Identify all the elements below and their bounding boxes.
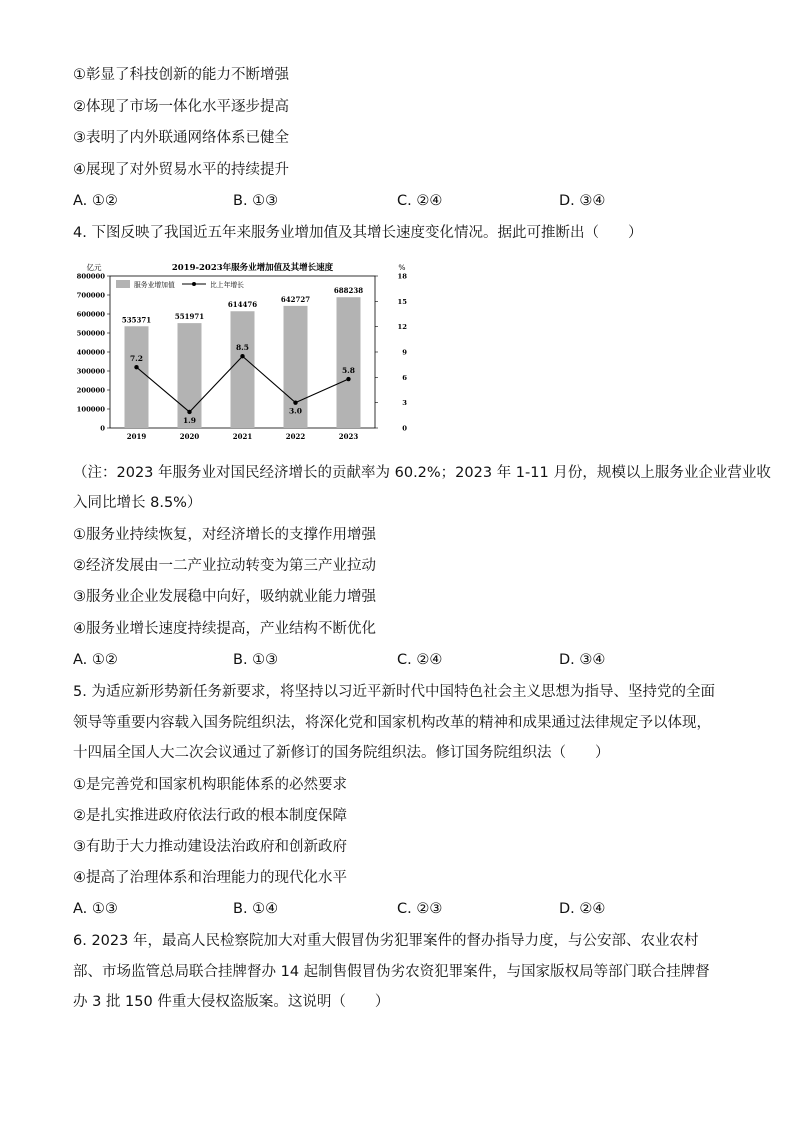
bar-2019 <box>125 326 149 428</box>
q5-stem: 5. 为适应新形势新任务新要求，将坚持以习近平新时代中国特色社会主义思想为指导、坚持党的全面领导等重要内容载入国务院组织法，将深化党和国家机构改革的精神和成果通过法律规定予以体现，十四届全国人大二次会议通过了新修订的国务院组织法。修订国务院组织法（ ） <box>73 684 715 761</box>
q4-option-c: C. ②④ <box>397 652 443 668</box>
y-right-tick-label: 18 <box>397 272 407 281</box>
q5-statement-2: ②是扎实推进政府依法行政的根本制度保障 <box>73 808 347 824</box>
growth-label-2021: 8.5 <box>235 343 250 353</box>
growth-label-2022: 3.0 <box>288 406 303 416</box>
y-left-tick-label: 200000 <box>76 386 105 395</box>
bar-label-2022: 642727 <box>280 294 311 304</box>
growth-point-2019 <box>134 365 138 369</box>
y-left-tick-label: 600000 <box>76 310 105 319</box>
bar-label-2023: 688238 <box>333 286 364 296</box>
bar-label-2021: 614476 <box>227 300 258 310</box>
q4-statement-4: ④服务业增长速度持续提高，产业结构不断优化 <box>73 621 376 637</box>
y-left-tick-label: 100000 <box>76 405 105 414</box>
bar-label-2020: 551971 <box>174 312 205 322</box>
q4-option-d: D. ③④ <box>559 652 606 668</box>
bar-2023 <box>337 297 361 428</box>
bar-2021 <box>231 311 255 428</box>
q3-option-a: A. ①② <box>73 193 118 209</box>
q3-option-d: D. ③④ <box>559 193 606 209</box>
growth-point-2022 <box>293 400 297 404</box>
y-left-tick-label: 300000 <box>76 367 105 376</box>
legend-line-label: 比上年增长 <box>210 281 244 289</box>
q3-option-b: B. ①③ <box>233 193 279 209</box>
q3-statement-2: ②体现了市场一体化水平逐步提高 <box>73 99 289 115</box>
y-left-tick-label: 500000 <box>76 329 105 338</box>
q4-statement-1: ①服务业持续恢复，对经济增长的支撑作用增强 <box>73 527 376 543</box>
q6-stem: 6. 2023 年，最高人民检察院加大对重大假冒伪劣犯罪案件的督办指导力度，与公安部、农业农村部、市场监管总局联合挂牌督办 14 起制售假冒伪劣农资犯罪案件，与国家版权局等部门联合挂牌督办 3 批 150 件重大侵权盗版案。这说明（ ） <box>73 933 710 1010</box>
x-tick-label: 2019 <box>126 432 147 441</box>
y-left-unit: 亿元 <box>86 263 102 272</box>
x-tick-label: 2020 <box>179 432 200 441</box>
q4-note-line2: 入同比增长 8.5%） <box>73 495 202 511</box>
q5-statement-4: ④提高了治理体系和治理能力的现代化水平 <box>73 870 347 886</box>
y-right-tick-label: 15 <box>397 297 407 306</box>
legend-line-marker <box>192 282 196 286</box>
y-right-tick-label: 9 <box>402 348 407 357</box>
q5-option-d: D. ②④ <box>559 901 606 917</box>
q4-statement-2: ②经济发展由一二产业拉动转变为第三产业拉动 <box>73 558 376 574</box>
q4-option-b: B. ①③ <box>233 652 279 668</box>
y-right-unit: % <box>398 263 406 272</box>
y-right-tick-label: 12 <box>397 323 407 332</box>
bar-label-2019: 535371 <box>121 315 152 325</box>
legend-bar-label: 服务业增加值 <box>134 281 175 289</box>
service-industry-chart <box>70 256 415 444</box>
q5-option-a: A. ①③ <box>73 901 118 917</box>
q5-option-c: C. ②③ <box>397 901 443 917</box>
q3-statement-3: ③表明了内外联通网络体系已健全 <box>73 130 289 146</box>
growth-point-2023 <box>346 377 350 381</box>
growth-point-2021 <box>240 354 244 358</box>
x-tick-label: 2022 <box>285 432 306 441</box>
q4-stem: 4. 下图反映了我国近五年来服务业增加值及其增长速度变化情况。据此可推断出（ ） <box>73 225 643 241</box>
y-left-tick-label: 0 <box>100 424 105 433</box>
q4-statement-3: ③服务业企业发展稳中向好，吸纳就业能力增强 <box>73 589 376 605</box>
x-tick-label: 2021 <box>232 432 253 441</box>
chart-title: 2019-2023年服务业增加值及其增长速度 <box>171 263 334 273</box>
y-right-tick-label: 6 <box>402 373 407 382</box>
x-tick-label: 2023 <box>338 432 359 441</box>
q3-statement-4: ④展现了对外贸易水平的持续提升 <box>73 162 289 178</box>
growth-label-2020: 1.9 <box>182 415 197 425</box>
q3-statement-1: ①彰显了科技创新的能力不断增强 <box>73 67 289 83</box>
growth-label-2023: 5.8 <box>341 366 356 376</box>
growth-label-2019: 7.2 <box>129 354 144 364</box>
q3-option-c: C. ②④ <box>397 193 443 209</box>
y-left-tick-label: 400000 <box>76 348 105 357</box>
q5-statement-1: ①是完善党和国家机构职能体系的必然要求 <box>73 777 347 793</box>
q4-option-a: A. ①② <box>73 652 118 668</box>
y-left-tick-label: 700000 <box>76 291 105 300</box>
q5-statement-3: ③有助于大力推动建设法治政府和创新政府 <box>73 839 347 855</box>
y-left-tick-label: 800000 <box>76 272 105 281</box>
q5-option-b: B. ①④ <box>233 901 279 917</box>
growth-point-2020 <box>187 410 191 414</box>
y-right-tick-label: 0 <box>402 424 407 433</box>
q4-note-line1: （注：2023 年服务业对国民经济增长的贡献率为 60.2%；2023 年 1-11 月份，规模以上服务业企业营业收 <box>73 465 771 481</box>
legend-bar-swatch <box>116 280 130 288</box>
y-right-tick-label: 3 <box>402 399 407 408</box>
